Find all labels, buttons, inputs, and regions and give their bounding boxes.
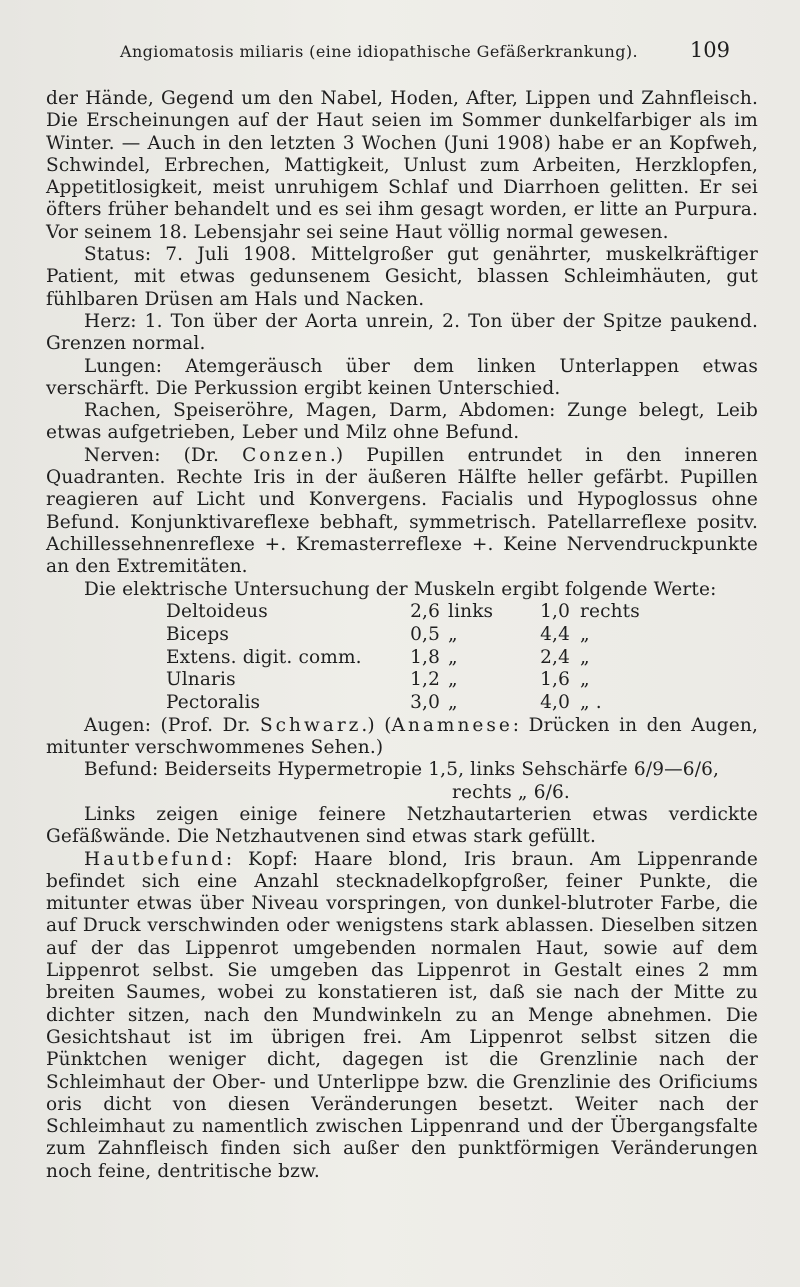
augen-mid: .) ( — [361, 714, 392, 736]
value-right: 1,0 — [540, 601, 570, 623]
side-left: „ — [448, 669, 458, 691]
muscle-row — [166, 624, 660, 647]
value-left: 3,0 — [410, 692, 440, 714]
side-right: „ — [580, 623, 590, 645]
side-right: rechts — [580, 601, 640, 623]
side-left: „ — [448, 692, 458, 714]
anamnese-label: Anamnese — [391, 714, 513, 736]
paragraph-status: Status: 7. Juli 1908. Mittelgroßer gut genährter, muskelkräftiger Patient, mit etwas gedunsenem Gesicht, blassen Schleimhäuten, gut fühlbaren Drüsen am Hals und Nacken. — [46, 244, 758, 310]
paragraph-anamnesis: der Hände, Gegend um den Nabel, Hoden, After, Lippen und Zahnfleisch. Die Erscheinungen auf der Haut seien im Sommer dunkelfarbiger als im Winter. — Auch in den letzten 3 Wochen (Juni 1908) habe er an Kopfweh, Schwindel, Erbrechen, Mattigkeit, Unlust zum Arbeiten, Herzklopfen, Appetitlosigkeit, meist unruhigem Schlaf und Diarrhoen gelitten. Er sei öfters früher behandelt und es sei ihm gesagt worden, er litte an Purpura. Vor seinem 18. Lebensjahr sei seine Haut völlig normal gewesen. — [46, 88, 758, 243]
hautbefund-label: Hautbefund — [84, 848, 226, 870]
side-right: „ — [580, 669, 590, 691]
paragraph-hautbefund — [46, 849, 758, 1183]
paragraph-herz: Herz: 1. Ton über der Aorta unrein, 2. Ton über der Spitze paukend. Grenzen normal. — [46, 310, 758, 355]
page-header — [120, 38, 730, 68]
hautbefund-text: : Kopf: Haare blond, Iris braun. Am Lippenrande befindet sich eine Anzahl stecknadelkopfgroßer, feiner Punkte, die mitunter etwas über Niveau vorspringen, von dunkel-blutroter Farbe, die auf Druck verschwinden oder wenigstens stark ablassen. Dieselben sitzen auf der das Lippenrot umgebenden normalen Haut, sowie auf dem Lippenrot selbst. Sie umgeben das Lippenrot in Gestalt eines 2 mm breiten Saumes, wobei zu konstatieren ist, daß sie nach der Mitte zu dichter sitzen, nach den Mundwinkeln zu an Menge abnehmen. Die Gesichtshaut ist im übrigen frei. Am Lippenrot selbst sitzen die Pünktchen weniger dicht, dagegen ist die Grenzlinie nach der Schleimhaut der Ober- und Unterlippe bzw. die Grenzlinie des Orificiums oris dicht von diesen Veränderungen besetzt. Weiter nach der Schleimhaut zu namentlich zwischen Lippenrand und der Übergangsfalte zum Zahnfleisch finden sich außer den punktförmigen Veränderungen noch feine, dentritische bzw. — [46, 848, 758, 1182]
paragraph-elektrisch: Die elektrische Untersuchung der Muskeln ergibt folgende Werte: — [84, 578, 717, 600]
value-left: 0,5 — [410, 623, 440, 645]
value-right: 4,4 — [540, 623, 570, 645]
value-left: 1,2 — [410, 669, 440, 691]
side-left: „ — [448, 646, 458, 668]
muscle-row — [166, 646, 660, 669]
side-right: „ — [580, 646, 590, 668]
page-number: 109 — [689, 38, 730, 62]
doctor-name-conzen: Conzen — [242, 444, 330, 466]
muskel-name: Deltoideus — [166, 601, 268, 623]
value-right: 2,4 — [540, 646, 570, 668]
muscle-row — [166, 692, 660, 715]
body-text — [46, 88, 758, 1183]
side-left: links — [448, 601, 494, 623]
nerven-label: Nerven: (Dr. — [84, 444, 243, 466]
muskel-name: Extens. digit. comm. — [166, 646, 362, 668]
value-right: 1,6 — [540, 669, 570, 691]
muskel-name: Ulnaris — [166, 669, 236, 691]
side-right: „ . — [580, 692, 602, 714]
paragraph-augen — [46, 715, 758, 760]
side-left: „ — [448, 623, 458, 645]
muskel-name: Pectoralis — [166, 692, 261, 714]
doctor-name-schwarz: Schwarz — [260, 714, 362, 736]
augen-text: : Drücken in den Augen, mitunter verschwommenes Sehen.) — [46, 714, 758, 759]
value-left: 1,8 — [410, 646, 440, 668]
muscle-values-table — [166, 601, 660, 715]
muscle-row — [166, 669, 660, 692]
befund-line-1: Befund: Beiderseits Hypermetropie 1,5, links Sehschärfe 6/9—6/6, — [84, 759, 720, 781]
muskel-name: Biceps — [166, 623, 230, 645]
value-left: 2,6 — [410, 601, 440, 623]
paragraph-nerven — [46, 445, 758, 579]
paragraph-rachen: Rachen, Speiseröhre, Magen, Darm, Abdomen: Zunge belegt, Leib etwas aufgetrieben, Leber und Milz ohne Befund. — [46, 400, 758, 444]
paragraph-netzhaut: Links zeigen einige feinere Netzhautarterien etwas verdickte Gefäßwände. Die Netzhautvenen sind etwas stark gefüllt. — [46, 804, 758, 848]
paragraph-lungen: Lungen: Atemgeräusch über dem linken Unterlappen etwas verschärft. Die Perkussion ergibt keinen Unterschied. — [46, 355, 758, 399]
value-right: 4,0 — [540, 692, 570, 714]
befund-line-2: rechts „ 6/6. — [452, 781, 570, 803]
augen-label: Augen: (Prof. Dr. — [84, 714, 260, 736]
nerven-text: .) Pupillen entrundet in den inneren Quadranten. Rechte Iris in der äußeren Hälfte heller gefärbt. Pupillen reagieren auf Licht und Konvergens. Facialis und Hypoglossus ohne Befund. Konjunktivareflexe bebhaft, symmetrisch. Patellarreflexe positv. Achillessehnenreflexe +. Kremasterreflexe +. Keine Nervendruckpunkte an den Extremitäten. — [46, 444, 758, 578]
running-title: Angiomatosis miliaris (eine idiopathische Gefäßerkrankung). — [120, 42, 639, 61]
muscle-row — [166, 601, 660, 624]
